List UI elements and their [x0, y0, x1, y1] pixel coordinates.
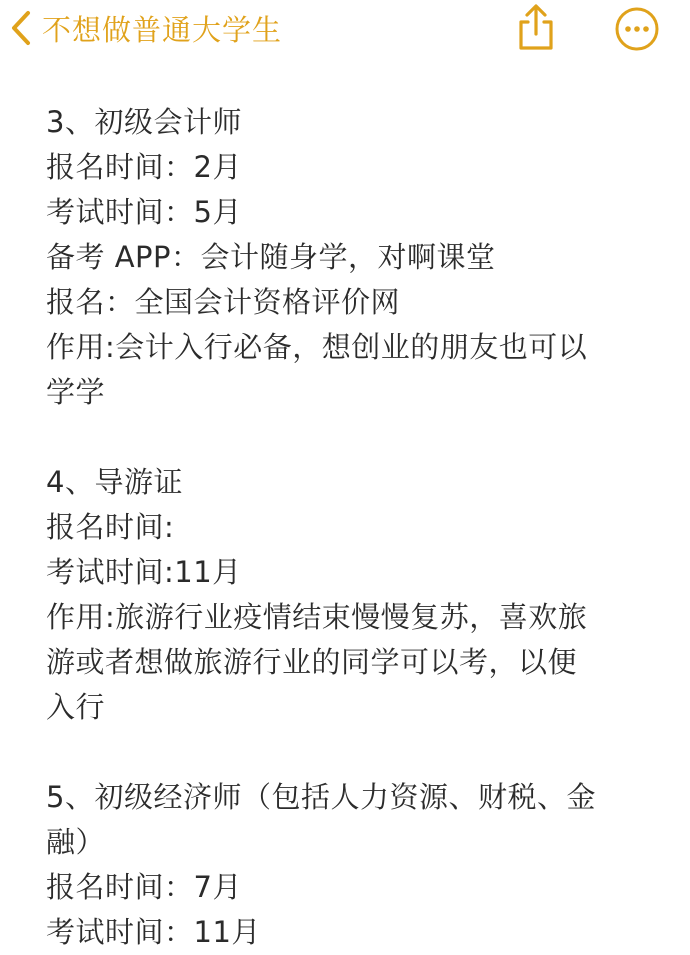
note-line: 入行	[46, 690, 106, 724]
note-line: 备考 APP：会计随身学，对啊课堂	[46, 240, 496, 274]
back-label: 不想做普通大学生	[42, 12, 283, 47]
note-line: 考试时间：11月	[46, 915, 261, 949]
note-line: 报名时间：7月	[46, 870, 242, 904]
note-line: 作用:会计入行必备，想创业的朋友也可以	[46, 330, 588, 364]
back-button[interactable]	[10, 6, 282, 50]
note-line: 报名时间:	[46, 510, 175, 544]
more-button[interactable]	[614, 6, 660, 52]
note-line: 5、初级经济师（包括人力资源、财税、金	[46, 780, 596, 814]
note-line: 报名：全国会计资格评价网	[46, 285, 401, 319]
note-line: 作用:旅游行业疫情结束慢慢复苏，喜欢旅	[46, 600, 588, 634]
note-line: 学学	[46, 375, 106, 409]
note-line: 4、导游证	[46, 465, 183, 499]
note-line: 考试时间:11月	[46, 555, 242, 589]
note-line: 报名时间：2月	[46, 150, 242, 184]
note-line: 考试时间：5月	[46, 195, 242, 229]
chevron-left-icon	[10, 10, 32, 46]
share-button[interactable]	[512, 2, 560, 52]
note-line: 融）	[46, 825, 106, 859]
note-content[interactable]	[46, 100, 666, 955]
blank-line	[46, 415, 666, 460]
ellipsis-circle-icon	[614, 37, 660, 56]
note-line: 3、初级会计师	[46, 105, 242, 139]
navigation-bar	[0, 0, 690, 56]
blank-line	[46, 730, 666, 775]
note-line: 游或者想做旅游行业的同学可以考，以便	[46, 645, 578, 679]
share-icon	[512, 37, 560, 56]
